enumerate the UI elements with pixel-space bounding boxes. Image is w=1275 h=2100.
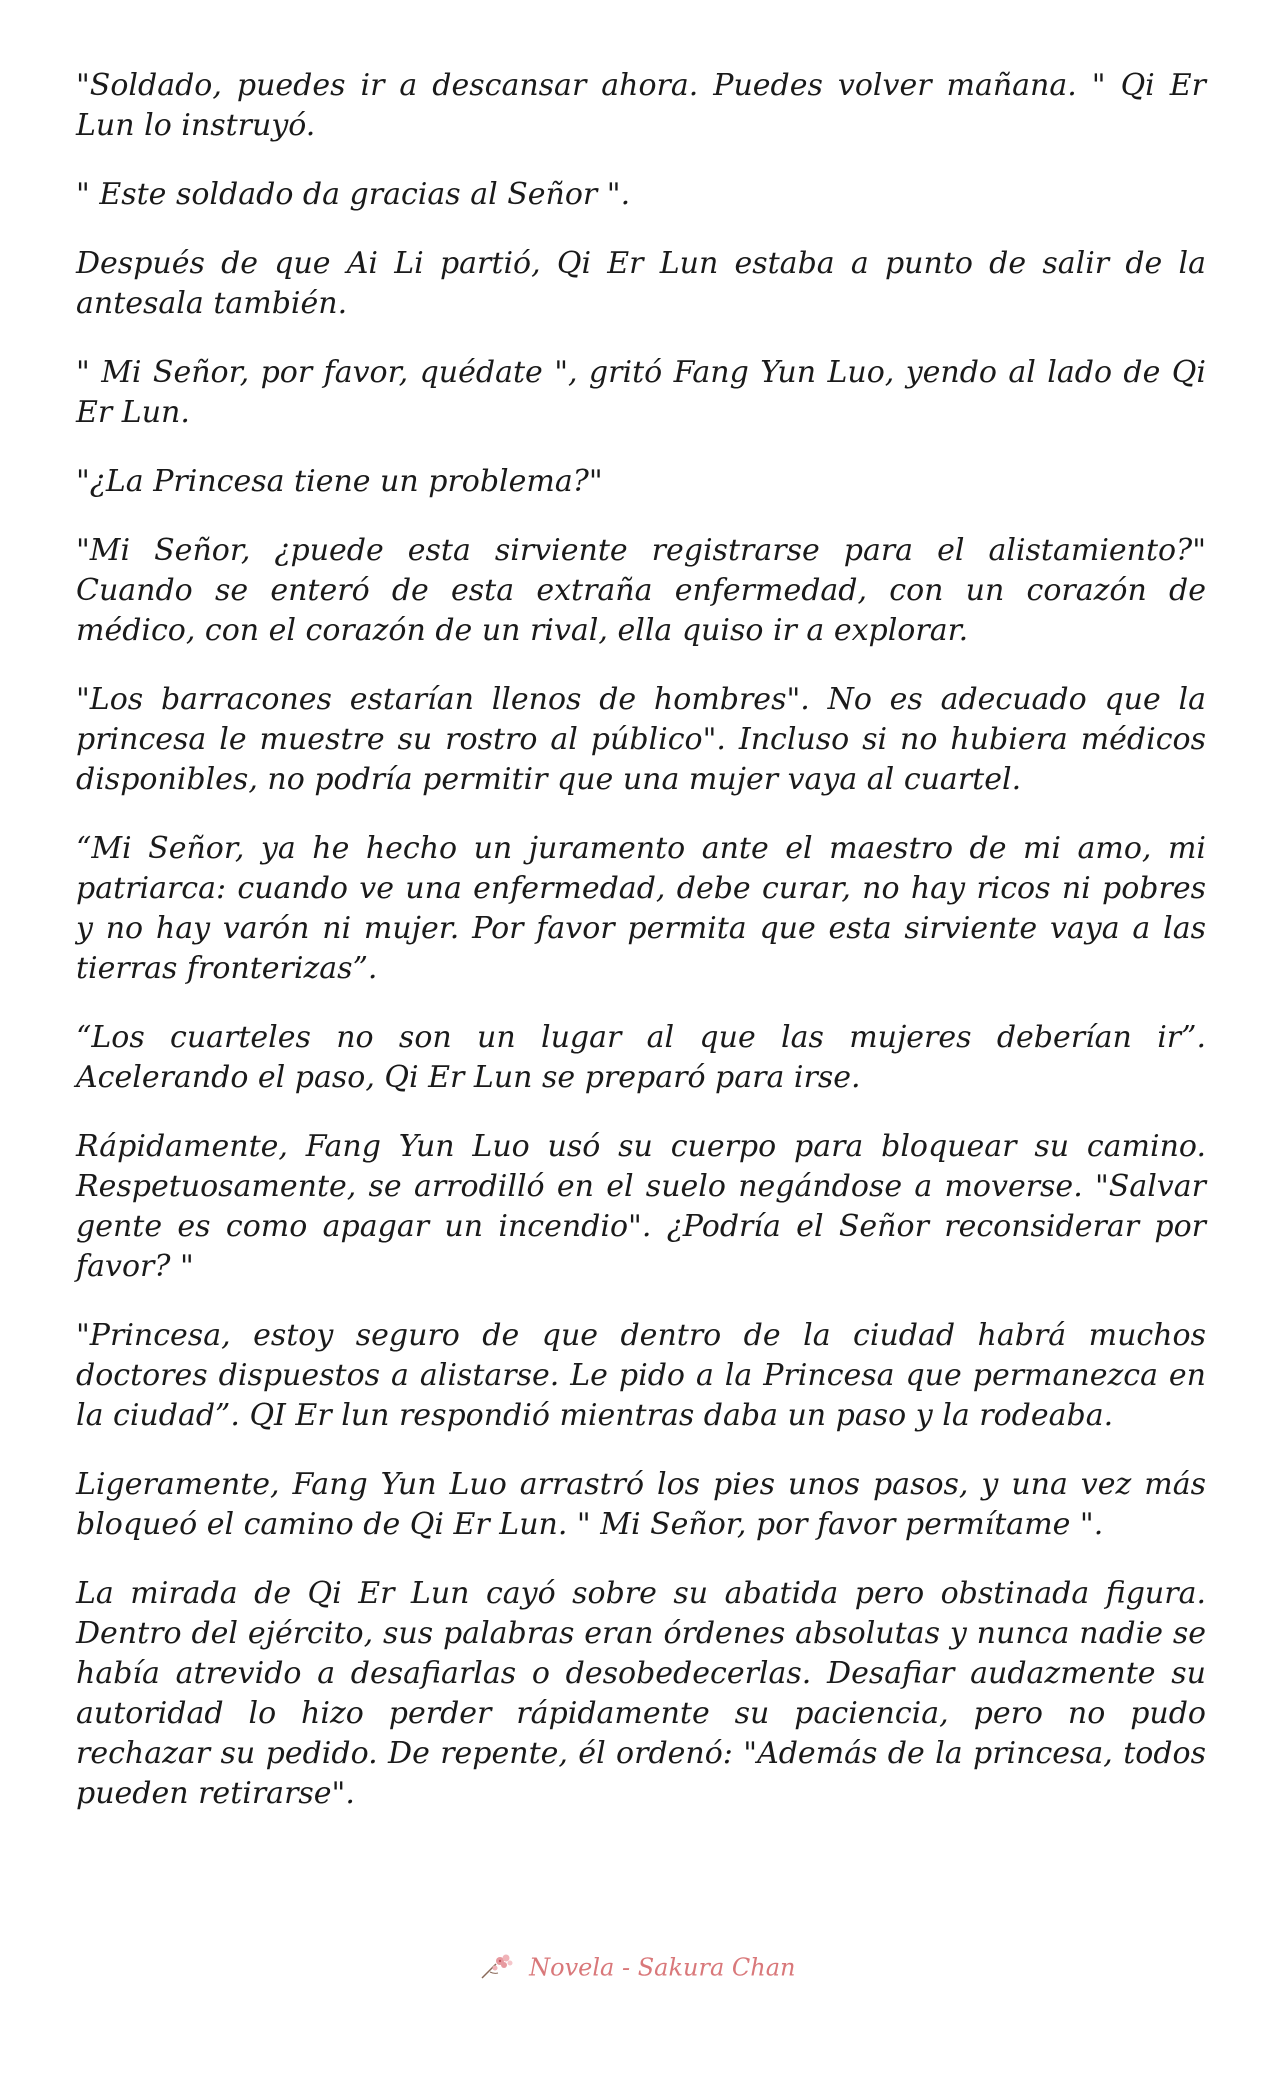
paragraph: Rápidamente, Fang Yun Luo usó su cuerpo para bloquear su camino. Respetuosamente, se arrodilló en el suelo negándose a moverse. "Salvar gente es como apagar un incendio". ¿Podría el Señor reconsiderar por favor? ": [76, 1129, 1206, 1284]
paragraph: "Princesa, estoy seguro de que dentro de la ciudad habrá muchos doctores dispuestos a alistarse. Le pido a la Princesa que permanezca en la ciudad”. QI Er lun respondió mientras daba un paso y la rodeaba.: [76, 1318, 1206, 1433]
watermark-footer: [0, 1952, 1275, 1986]
sakura-blossom-icon: [480, 1952, 516, 1986]
paragraph: "Soldado, puedes ir a descansar ahora. Puedes volver mañana. " Qi Er Lun lo instruyó.: [76, 68, 1206, 143]
paragraph: " Mi Señor, por favor, quédate ", gritó Fang Yun Luo, yendo al lado de Qi Er Lun.: [76, 355, 1206, 430]
paragraph: "¿La Princesa tiene un problema?": [76, 464, 603, 499]
paragraph: "Los barracones estarían llenos de hombres". No es adecuado que la princesa le muestre su rostro al público". Incluso si no hubiera médicos disponibles, no podría permitir que una mujer vaya al cuartel.: [76, 682, 1206, 797]
paragraph: “Mi Señor, ya he hecho un juramento ante el maestro de mi amo, mi patriarca: cuando ve una enfermedad, debe curar, no hay ricos ni pobres y no hay varón ni mujer. Por favor permita que esta sirviente vaya a las tierras fronterizas”.: [76, 831, 1206, 986]
paragraph: La mirada de Qi Er Lun cayó sobre su abatida pero obstinada figura. Dentro del ejército, sus palabras eran órdenes absolutas y nunca nadie se había atrevido a desafiarlas o desobedecerlas. Desafiar audazmente su autoridad lo hizo perder rápidamente su paciencia, pero no pudo rechazar su pedido. De repente, él ordenó: "Además de la princesa, todos pueden retirarse".: [76, 1576, 1206, 1811]
paragraph: Después de que Ai Li partió, Qi Er Lun estaba a punto de salir de la antesala también.: [76, 246, 1206, 321]
watermark-text: Novela - Sakura Chan: [529, 1953, 796, 1982]
paragraph: " Este soldado da gracias al Señor ".: [76, 177, 631, 212]
paragraph: “Los cuarteles no son un lugar al que las mujeres deberían ir”. Acelerando el paso, Qi Er Lun se preparó para irse.: [76, 1020, 1206, 1095]
paragraph: Ligeramente, Fang Yun Luo arrastró los pies unos pasos, y una vez más bloqueó el camino de Qi Er Lun. " Mi Señor, por favor permítame ".: [76, 1467, 1206, 1542]
document-body: [76, 66, 1206, 1843]
paragraph: "Mi Señor, ¿puede esta sirviente registrarse para el alistamiento?" Cuando se enteró de esta extraña enfermedad, con un corazón de médico, con el corazón de un rival, ella quiso ir a explorar.: [76, 533, 1206, 648]
